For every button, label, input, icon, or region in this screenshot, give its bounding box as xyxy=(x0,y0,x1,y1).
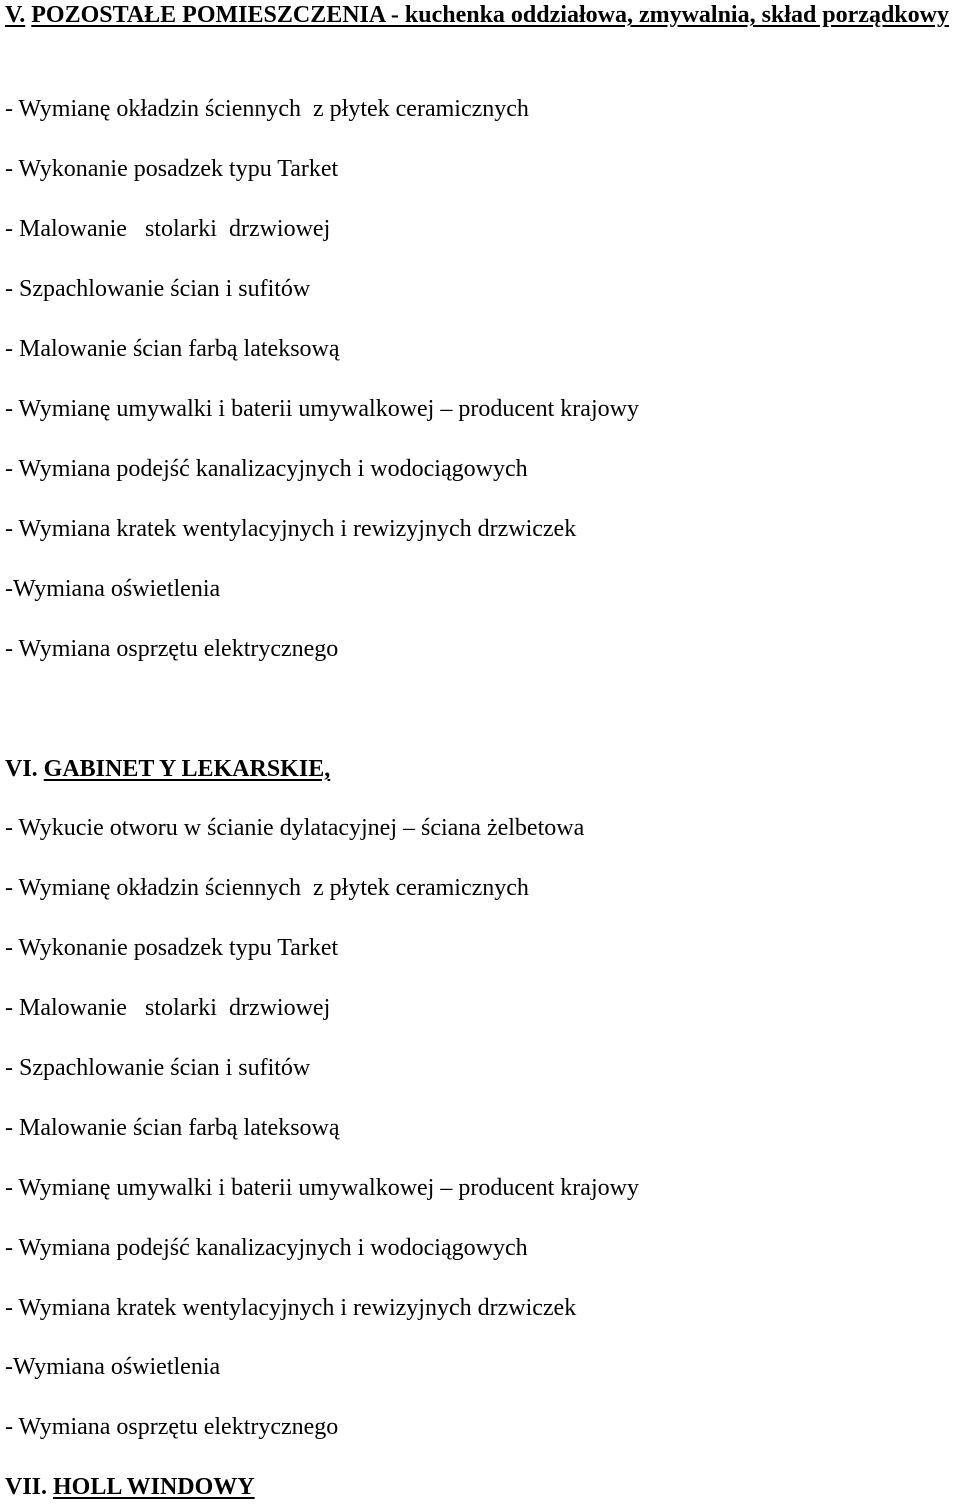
section-vi-item: - Wymiana kratek wentylacyjnych i rewizyjnych drzwiczek xyxy=(5,1295,577,1321)
section-v-item: - Wymianę okładzin ściennych z płytek ceramicznych xyxy=(5,96,529,122)
section-v-item: -Wymiana oświetlenia xyxy=(5,576,221,602)
section-vi-item: - Wykucie otworu w ścianie dylatacyjnej – ściana żelbetowa xyxy=(5,815,585,841)
section-v-item: - Wymianę umywalki i baterii umywalkowej – producent krajowy xyxy=(5,396,639,422)
section-vi-item: - Wymianę umywalki i baterii umywalkowej – producent krajowy xyxy=(5,1175,639,1201)
section-vi-heading xyxy=(5,752,330,786)
section-vi-item: - Wymianę okładzin ściennych z płytek ceramicznych xyxy=(5,875,529,901)
section-vi-item: - Malowanie stolarki drzwiowej xyxy=(5,995,331,1021)
section-vi-number: VI. xyxy=(5,756,38,782)
section-vi-item: - Wymiana podejść kanalizacyjnych i wodociągowych xyxy=(5,1235,528,1261)
section-vi-item: - Wykonanie posadzek typu Tarket xyxy=(5,935,339,961)
section-v-item: - Malowanie ścian farbą lateksową xyxy=(5,336,340,362)
section-v-item: - Malowanie stolarki drzwiowej xyxy=(5,216,331,242)
section-v-title: POZOSTAŁE POMIESZCZENIA - kuchenka oddziałowa, zmywalnia, skład porządkowy xyxy=(31,2,949,28)
section-v-item: - Wykonanie posadzek typu Tarket xyxy=(5,156,339,182)
section-vi-item: - Wymiana osprzętu elektrycznego xyxy=(5,1414,339,1440)
section-vii-heading xyxy=(5,1470,255,1504)
section-vii-title: HOLL WINDOWY xyxy=(53,1474,255,1500)
section-vi-title: GABINET Y LEKARSKIE, xyxy=(43,756,331,782)
section-v-item: - Wymiana osprzętu elektrycznego xyxy=(5,636,339,662)
section-vi-item: - Szpachlowanie ścian i sufitów xyxy=(5,1055,311,1081)
section-vii-number: VII. xyxy=(5,1474,48,1500)
section-v-item: - Szpachlowanie ścian i sufitów xyxy=(5,276,311,302)
section-v-item: - Wymiana kratek wentylacyjnych i rewizyjnych drzwiczek xyxy=(5,516,577,542)
section-v-heading xyxy=(5,0,955,32)
section-v-item: - Wymiana podejść kanalizacyjnych i wodociągowych xyxy=(5,456,528,482)
section-v-number: V. xyxy=(5,2,26,28)
section-vi-item: - Malowanie ścian farbą lateksową xyxy=(5,1115,340,1141)
section-vi-item: -Wymiana oświetlenia xyxy=(5,1354,221,1380)
